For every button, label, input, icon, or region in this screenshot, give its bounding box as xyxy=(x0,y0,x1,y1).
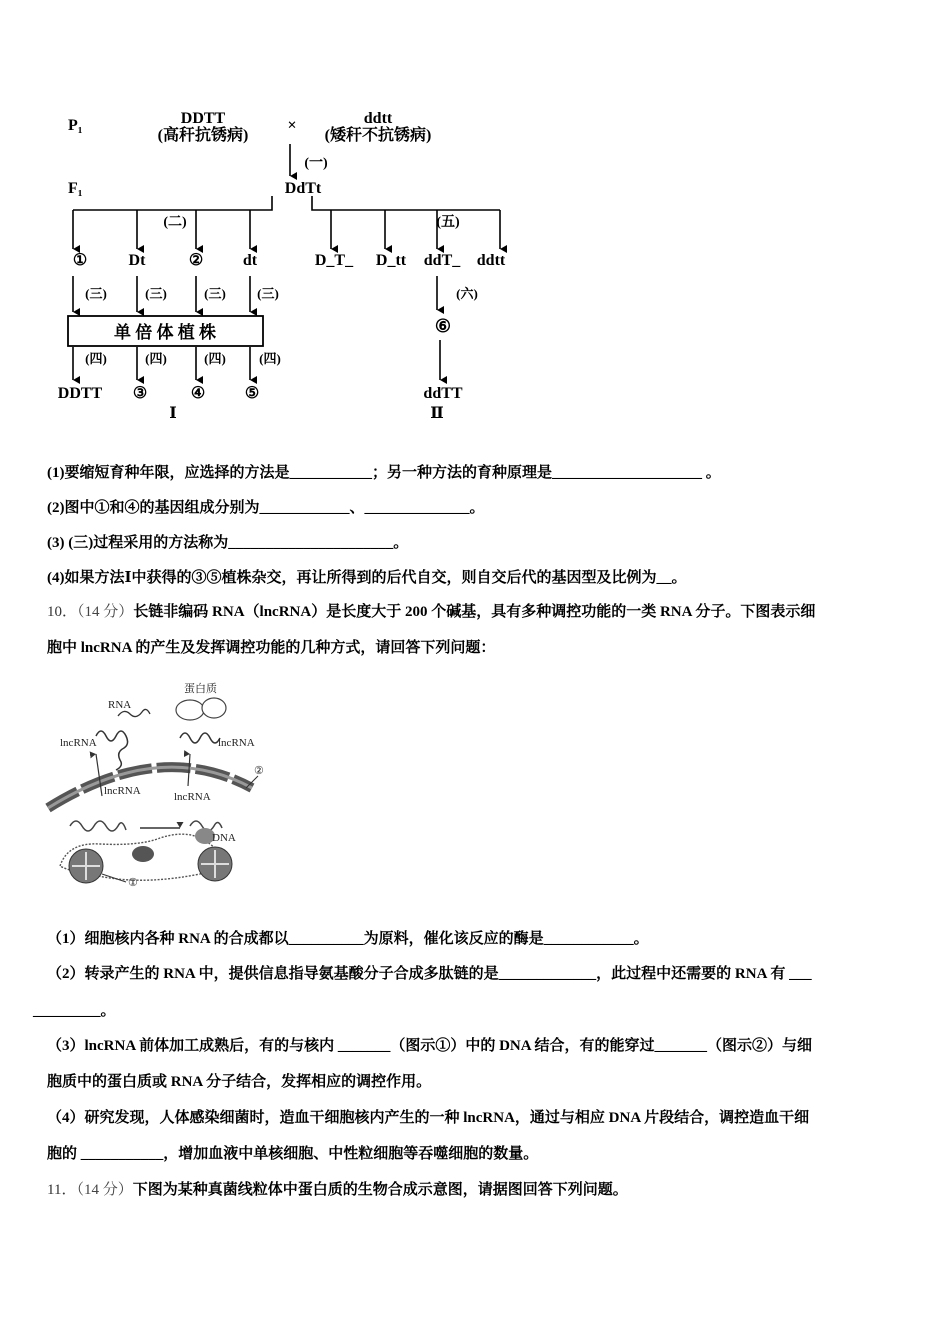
result-4: ⑤ xyxy=(244,385,260,402)
q9-subquestion-3: (3) (三)过程采用的方法称为______________________。 xyxy=(47,535,409,551)
result-2: ③ xyxy=(132,385,148,402)
step4-label-1: (四) xyxy=(85,351,107,366)
q10-stem-line-1 xyxy=(47,602,815,622)
label-lncrna-right-mid: lncRNA xyxy=(174,791,211,803)
label-mark-1: ① xyxy=(128,877,138,889)
p1-label: P₁ xyxy=(68,117,83,134)
label-dna: DNA xyxy=(212,832,236,844)
result-1: DDTT xyxy=(57,385,103,402)
q11-number: 11． xyxy=(47,1182,77,1198)
q10-subquestion-1: （1）细胞核内各种 RNA 的合成都以__________为原料，催化该反应的酶是____________。 xyxy=(47,931,649,947)
f1-genotype: DdTt xyxy=(284,180,322,197)
method2-label: Ⅱ xyxy=(430,405,444,422)
result2-genotype: ddTT xyxy=(423,385,463,402)
f2-class-3: ddT_ xyxy=(423,252,461,269)
method1-label: Ⅰ xyxy=(169,405,177,422)
step3-label-3: (三) xyxy=(204,286,226,301)
cross-symbol: × xyxy=(287,117,297,134)
f2-class-2: D_tt xyxy=(375,252,407,269)
label-protein: 蛋白质 xyxy=(184,683,217,695)
parent1-genotype: DDTT xyxy=(180,110,226,127)
label-lncrna-left-mid: lncRNA xyxy=(104,785,141,797)
label-lncrna-right-top: lncRNA xyxy=(218,737,255,749)
q10-subquestion-3-line-2: 胞质中的蛋白质或 RNA 分子结合，发挥相应的调控作用。 xyxy=(47,1074,432,1090)
q11-stem xyxy=(47,1180,628,1200)
q9-subquestion-1: (1)要缩短育种年限，应选择的方法是___________；另一种方法的育种原理是____________________ 。 xyxy=(47,465,721,481)
q11-score: （14 分） xyxy=(76,1182,133,1198)
result-3: ④ xyxy=(190,385,206,402)
q10-stem-line-2: 胞中 lncRNA 的产生及发挥调控功能的几种方式，请回答下列问题： xyxy=(47,640,496,656)
step4-label-3: (四) xyxy=(204,351,226,366)
q10-subquestion-4-line-2: 胞的 ___________，增加血液中单核细胞、中性粒细胞等吞噬细胞的数量。 xyxy=(47,1146,539,1162)
step3-label-4: (三) xyxy=(257,286,279,301)
q10-number: 10． xyxy=(47,604,78,620)
q10-subquestion-2-line-2: _________。 xyxy=(33,1003,116,1019)
q10-subquestion-2-line-1: （2）转录产生的 RNA 中，提供信息指导氨基酸分子合成多肽链的是_____________，此过程中还需要的 RNA 有 ___ xyxy=(47,966,812,982)
step3-label-2: (三) xyxy=(145,286,167,301)
breeding-diagram xyxy=(0,0,560,440)
gamete-2: Dt xyxy=(128,252,146,269)
q10-subquestion-4-line-1: （4）研究发现，人体感染细菌时，造血干细胞核内产生的一种 lncRNA，通过与相应 DNA 片段结合，调控造血干细 xyxy=(47,1110,810,1126)
step5-label: (五) xyxy=(436,215,460,230)
gamete-1: ① xyxy=(72,252,88,269)
label-mark-2: ② xyxy=(254,765,264,777)
q9-subquestion-4: (4)如果方法Ⅰ中获得的③⑤植株杂交，再让所得到的后代自交，则自交后代的基因型及比例为__。 xyxy=(47,570,687,586)
circle6-label: ⑥ xyxy=(434,316,452,336)
parent2-trait: (矮秆不抗锈病) xyxy=(324,127,432,144)
step4-label-4: (四) xyxy=(259,351,281,366)
gamete-4: dt xyxy=(242,252,258,269)
gamete-3: ② xyxy=(188,252,204,269)
parent1-trait: (高秆抗锈病) xyxy=(157,127,249,144)
q10-subquestion-3-line-1: （3）lncRNA 前体加工成熟后，有的与核内 _______（图示①）中的 DNA 结合，有的能穿过_______（图示②）与细 xyxy=(47,1038,813,1054)
lncrna-figure xyxy=(40,676,280,898)
q10-stem-text: 长链非编码 RNA（lncRNA）是长度大于 200 个碱基，具有多种调控功能的一类 RNA 分子。下图表示细 xyxy=(133,604,816,620)
q11-stem-text: 下图为某种真菌线粒体中蛋白质的生物合成示意图，请据图回答下列问题。 xyxy=(132,1182,628,1198)
haploid-box-label: 单 倍 体 植 株 xyxy=(114,323,216,342)
step3-label-1: (三) xyxy=(85,286,107,301)
f2-class-1: D_T_ xyxy=(314,252,354,269)
step4-label-2: (四) xyxy=(145,351,167,366)
step1-label: (一) xyxy=(304,156,328,171)
step2-label: (二) xyxy=(163,215,187,230)
step6-label: (六) xyxy=(456,286,478,301)
q10-score: （14 分） xyxy=(77,604,134,620)
parent2-genotype: ddtt xyxy=(363,110,393,127)
f2-class-4: ddtt xyxy=(476,252,506,269)
label-lncrna-left-top: lncRNA xyxy=(60,737,97,749)
f1-label: F₁ xyxy=(68,180,83,197)
label-rna: RNA xyxy=(108,699,132,711)
q9-subquestion-2: (2)图中①和④的基因组成分别为____________、______________。 xyxy=(47,500,485,516)
